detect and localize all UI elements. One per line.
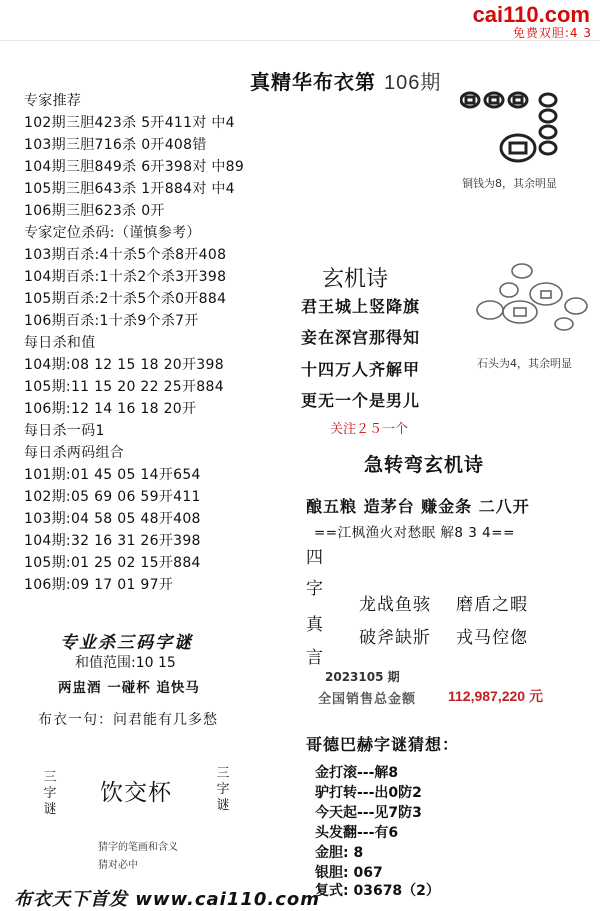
poem-line: 妾在深宫那得知: [301, 328, 421, 347]
motto-label-char: 字: [306, 579, 323, 599]
sales-label: 全国销售总金额: [318, 692, 417, 707]
goldbach-line: 驴打转---出0防2: [315, 785, 422, 801]
poem-line: 十四万人齐解甲: [301, 360, 421, 379]
riddle-tag-left: 三字谜: [43, 770, 57, 817]
daily-two-line: 105期:01 25 02 15开884: [24, 555, 201, 571]
motto-phrase: 破斧缺斨: [359, 628, 431, 648]
riddle-hint: 猜对必中: [98, 860, 138, 871]
goldbach-title: 哥德巴赫字谜猜想：: [306, 735, 460, 754]
motto-phrase: 磨盾之暇: [456, 595, 528, 615]
motto-phrase: 龙战鱼骇: [359, 595, 431, 615]
divider: [0, 40, 600, 41]
position-line: 103期百杀:4十杀5个杀8开408: [24, 247, 227, 263]
riddle-heading: 专业杀三码字谜: [60, 633, 193, 653]
position-heading: 专家定位杀码:（谨慎参考）: [24, 225, 201, 241]
buyi-sentence: 布衣一句：问君能有几多愁: [38, 712, 218, 728]
sales-issue: 2023105 期: [325, 670, 400, 684]
daily-two-line: 104期:32 16 31 26开398: [24, 533, 201, 549]
expert-heading: 专家推荐: [24, 93, 82, 109]
daily-two-line: 102期:05 69 06 59开411: [24, 489, 201, 505]
goldbach-line: 金打滚---解8: [315, 765, 399, 781]
stone-illustration: [462, 258, 592, 338]
motto-phrase: 戎马倥偬: [456, 628, 528, 648]
expert-line: 104期三胆849杀 6开398对 中89: [24, 159, 245, 175]
poem-title: 玄机诗: [322, 267, 389, 292]
position-line: 106期百杀:1十杀9个杀7开: [24, 313, 199, 329]
coin-caption: 铜钱为8，其余明显: [462, 177, 557, 190]
goldbach-line: 银胆: 067: [315, 865, 383, 881]
goldbach-line: 复式: 03678（2）: [315, 883, 440, 899]
issue-number: 106期: [383, 72, 442, 94]
riddle-answer: 饮交杯: [100, 780, 172, 806]
expert-line: 105期三胆643杀 1开884对 中4: [24, 181, 235, 197]
daily-sum-line: 106期:12 14 16 18 20开: [24, 401, 197, 417]
goldbach-line: 头发翻---有6: [315, 825, 399, 841]
page-title: [250, 66, 441, 95]
expert-section: [24, 90, 244, 596]
daily-two-heading: 每日杀两码组合: [24, 445, 125, 461]
riddle-poem-line: 酿五粮 造茅台 赚金条 二八开: [306, 497, 530, 516]
riddle-poem-title: 急转弯玄机诗: [364, 454, 485, 476]
daily-two-line: 106期:09 17 01 97开: [24, 577, 174, 593]
daily-sum-heading: 每日杀和值: [24, 335, 96, 351]
goldbach-line: 金胆: 8: [315, 845, 364, 861]
free-tip: 免费双胆:4 3: [512, 26, 592, 40]
daily-two-line: 101期:01 45 05 14开654: [24, 467, 201, 483]
daily-sum-line: 105期:11 15 20 22 25开884: [24, 379, 224, 395]
motto-label-char: 言: [306, 648, 323, 668]
poem-line: 更无一个是男儿: [301, 391, 421, 410]
daily-sum-line: 104期:08 12 15 18 20开398: [24, 357, 224, 373]
title-text: 真精华布衣第: [250, 70, 376, 94]
expert-line: 103期三胆716杀 0开408错: [24, 137, 207, 153]
sales-amount: 112,987,220 元: [448, 688, 543, 704]
sum-range: 和值范围:10 15: [75, 655, 176, 671]
position-line: 105期百杀:2十杀5个杀0开884: [24, 291, 227, 307]
motto-label-char: 真: [306, 615, 323, 635]
site-logo[interactable]: cai110.com: [472, 2, 590, 27]
riddle-tag-right: 三字谜: [216, 766, 230, 813]
daily-two-line: 103期:04 58 05 48开408: [24, 511, 201, 527]
expert-line: 106期三胆623杀 0开: [24, 203, 165, 219]
expert-line: 102期三胆423杀 5开411对 中4: [24, 115, 235, 131]
goldbach-line: 今天起---见7防3: [315, 805, 422, 821]
riddle-line: 两盅酒 一碰杯 追快马: [58, 680, 200, 696]
coin-illustration: [460, 88, 570, 168]
footer-banner[interactable]: 布衣天下首发 www.cai110.com: [14, 889, 321, 910]
riddle-hint: 猜字的笔画和含义: [98, 842, 178, 853]
stone-caption: 石头为4，其余明显: [477, 357, 572, 370]
poem-line: 君王城上竖降旗: [301, 297, 421, 316]
riddle-poem-sub: ==江枫渔火对愁眠 解8 3 4==: [314, 525, 515, 541]
position-line: 104期百杀:1十杀2个杀3开398: [24, 269, 227, 285]
follow-note: 关注２５一个: [330, 422, 409, 437]
daily-one: 每日杀一码1: [24, 423, 105, 439]
motto-label-char: 四: [306, 548, 323, 568]
